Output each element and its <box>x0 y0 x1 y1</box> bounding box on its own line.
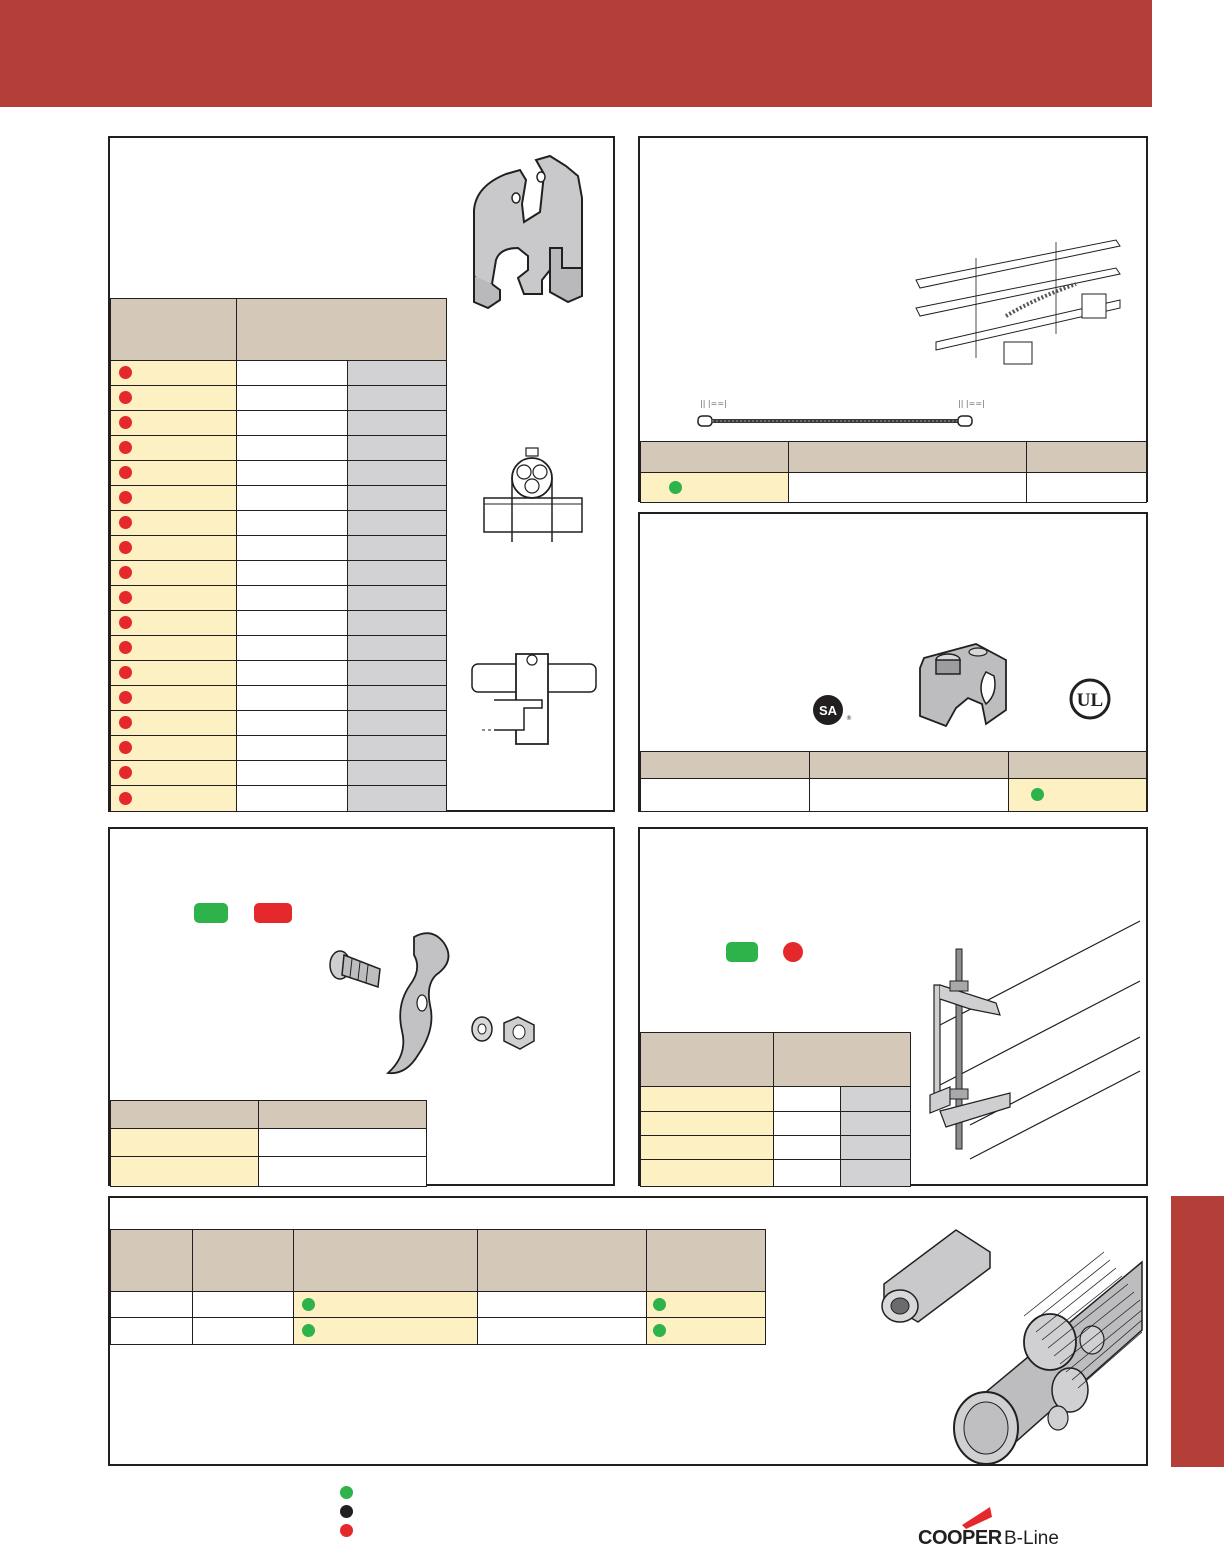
size-cell <box>237 561 348 586</box>
part-number-cell <box>641 1112 774 1136</box>
size-cell <box>237 536 348 561</box>
description-header <box>789 442 1027 473</box>
availability-dot-red <box>119 416 132 429</box>
part-number-cell <box>111 436 237 461</box>
part-number-cell <box>641 1160 774 1187</box>
table-row <box>111 686 447 711</box>
size-cell <box>237 461 348 486</box>
threaded-rod-panel <box>108 1196 1148 1466</box>
section-side-tab <box>1171 1196 1224 1467</box>
availability-dot-red <box>783 942 803 962</box>
coupling-cell <box>647 1318 766 1345</box>
size-cell <box>237 736 348 761</box>
svg-text:|| |==|: || |==| <box>700 399 727 408</box>
svg-text:|| |==|: || |==| <box>958 399 985 408</box>
size-cell <box>348 561 447 586</box>
part-number-cell <box>111 611 237 636</box>
size-cell <box>348 386 447 411</box>
part-number-cell <box>111 586 237 611</box>
table-row <box>641 1136 911 1160</box>
description-cell <box>259 1157 427 1187</box>
legend-dot-red <box>340 1524 353 1537</box>
conduit-clip-panel <box>108 827 615 1186</box>
table-row <box>111 361 447 386</box>
size-cell <box>348 486 447 511</box>
size-cell <box>237 761 348 786</box>
availability-dot-red <box>119 566 132 579</box>
availability-dot-green <box>653 1298 666 1311</box>
table-row <box>111 736 447 761</box>
conduit-clip-hardware-illustration <box>322 925 558 1085</box>
value-cell <box>841 1136 911 1160</box>
table-row <box>111 1129 427 1157</box>
logo-word: COOPER <box>918 1527 1002 1549</box>
size-cell <box>237 386 348 411</box>
finish-cell <box>1009 779 1147 812</box>
table-row <box>111 486 447 511</box>
value-cell <box>774 1160 841 1187</box>
size-cell <box>237 636 348 661</box>
size-cell <box>348 436 447 461</box>
availability-dot-red <box>119 541 132 554</box>
size-cell <box>348 361 447 386</box>
ground-clamp-panel <box>638 512 1148 812</box>
size-cell <box>237 586 348 611</box>
part-number-cell <box>294 1292 478 1318</box>
cable-clamp-diagram <box>484 438 584 548</box>
value-cell <box>841 1087 911 1112</box>
size-cell <box>348 461 447 486</box>
availability-dot-green <box>302 1298 315 1311</box>
part-number-cell <box>641 1087 774 1112</box>
part-number-cell <box>111 686 237 711</box>
part-number-cell <box>111 411 237 436</box>
part-number-cell <box>641 473 789 503</box>
beam-clamp-rod-illustration <box>910 915 1144 1183</box>
table-row <box>641 473 1147 503</box>
coupling-header <box>647 1230 766 1292</box>
description-header <box>810 752 1009 779</box>
table-row <box>111 786 447 812</box>
size-cell <box>111 1292 193 1318</box>
value-cell <box>774 1087 841 1112</box>
table-row <box>641 1087 911 1112</box>
threads-cell <box>193 1318 294 1345</box>
size-cell <box>348 411 447 436</box>
part-number-cell <box>111 361 237 386</box>
table-row <box>111 411 447 436</box>
finish-swatch-green <box>194 903 228 923</box>
size-cell <box>348 511 447 536</box>
ground-clamp-illustration <box>916 638 1016 730</box>
availability-dot-red <box>119 391 132 404</box>
size-cell <box>237 411 348 436</box>
part-number-cell <box>641 1136 774 1160</box>
table-row <box>111 611 447 636</box>
threaded-rod-coupling-illustration <box>874 1222 1146 1462</box>
rod-size-header <box>774 1033 911 1087</box>
table-row <box>111 436 447 461</box>
size-cell <box>348 711 447 736</box>
bonding-jumper-cable <box>696 394 985 434</box>
ul-mark-icon <box>1070 678 1114 720</box>
csa-mark-text: SA <box>818 703 838 718</box>
part-number-cell <box>111 1157 259 1187</box>
length-header <box>478 1230 647 1292</box>
value-cell <box>774 1136 841 1160</box>
beam-clamp-rod-table <box>640 1032 911 1187</box>
part-number-cell <box>111 761 237 786</box>
size-cell <box>237 436 348 461</box>
table-row <box>111 586 447 611</box>
part-number-cell <box>111 711 237 736</box>
table-row <box>111 1292 766 1318</box>
size-cell <box>348 786 447 812</box>
part-number-cell <box>111 786 237 812</box>
strut-clamp-panel <box>108 136 615 812</box>
table-row <box>111 661 447 686</box>
value-cell <box>841 1160 911 1187</box>
strut-clamp-table <box>110 298 447 812</box>
availability-dot-green <box>1031 788 1044 801</box>
csa-mark-icon <box>812 692 854 728</box>
cable-tray-bonding-illustration <box>916 238 1126 376</box>
part-number-cell <box>111 661 237 686</box>
part-number-header <box>641 1033 774 1087</box>
availability-dot-red <box>119 792 132 805</box>
size-cell <box>237 486 348 511</box>
part-number-header <box>641 442 789 473</box>
availability-dot-red <box>119 516 132 529</box>
table-row <box>111 536 447 561</box>
part-number-header <box>641 752 810 779</box>
description-cell <box>789 473 1027 503</box>
size-cell <box>111 1318 193 1345</box>
size-cell <box>348 736 447 761</box>
part-number-cell <box>111 461 237 486</box>
part-number-cell <box>111 561 237 586</box>
description-header <box>259 1101 427 1129</box>
availability-dot-red <box>119 441 132 454</box>
availability-dot-green <box>302 1324 315 1337</box>
part-number-cell <box>111 536 237 561</box>
threaded-rod-table <box>110 1229 766 1345</box>
legend-dot-black <box>340 1505 353 1518</box>
table-row <box>111 386 447 411</box>
size-cell <box>237 661 348 686</box>
size-cell <box>237 711 348 736</box>
table-row <box>111 636 447 661</box>
availability-dot-green <box>669 481 682 494</box>
part-number-cell <box>111 636 237 661</box>
size-cell <box>348 761 447 786</box>
table-row <box>111 1157 427 1187</box>
finish-cell <box>1027 473 1147 503</box>
availability-dot-red <box>119 641 132 654</box>
pipe-clamp-illustration <box>466 152 596 322</box>
availability-dot-red <box>119 766 132 779</box>
part-number-header <box>111 299 237 361</box>
threads-cell <box>193 1292 294 1318</box>
logo-mark-icon <box>960 1505 994 1529</box>
length-cell <box>478 1292 647 1318</box>
ul-mark-text: UL <box>1076 690 1104 711</box>
finish-swatch-red <box>254 903 292 923</box>
rod-size-header <box>111 1230 193 1292</box>
part-number-cell <box>111 736 237 761</box>
part-number-header <box>294 1230 478 1292</box>
threads-header <box>193 1230 294 1292</box>
finish-header <box>1027 442 1147 473</box>
availability-dot-green <box>653 1324 666 1337</box>
part-number-cell <box>641 779 810 812</box>
size-cell <box>348 611 447 636</box>
availability-dot-red <box>119 741 132 754</box>
availability-dot-red <box>119 366 132 379</box>
table-row <box>111 1318 766 1345</box>
table-row <box>111 511 447 536</box>
value-cell <box>774 1112 841 1136</box>
table-row <box>111 461 447 486</box>
length-cell <box>478 1318 647 1345</box>
table-row <box>111 711 447 736</box>
logo-suffix: B-Line <box>1004 1528 1059 1549</box>
size-cell <box>237 611 348 636</box>
coupling-cell <box>647 1292 766 1318</box>
size-cell <box>237 511 348 536</box>
ground-clamp-table <box>640 751 1147 812</box>
size-cell <box>237 361 348 386</box>
part-number-cell <box>111 1129 259 1157</box>
beam-clamp-rod-panel <box>638 827 1148 1186</box>
availability-dot-red <box>119 716 132 729</box>
availability-dot-red <box>119 691 132 704</box>
page-header-band <box>0 0 1152 107</box>
table-row <box>111 561 447 586</box>
size-cell <box>237 686 348 711</box>
description-cell <box>810 779 1009 812</box>
size-cell <box>348 686 447 711</box>
description-cell <box>259 1129 427 1157</box>
table-row <box>641 1160 911 1187</box>
availability-dot-red <box>119 666 132 679</box>
conduit-clip-table <box>110 1100 427 1187</box>
svg-text:®: ® <box>846 715 852 722</box>
bonding-jumper-table <box>640 441 1147 503</box>
size-cell <box>237 786 348 812</box>
part-number-cell <box>294 1318 478 1345</box>
part-number-cell <box>111 511 237 536</box>
size-header <box>237 299 447 361</box>
size-cell <box>348 661 447 686</box>
size-cell <box>348 536 447 561</box>
availability-dot-red <box>119 616 132 629</box>
part-number-header <box>111 1101 259 1129</box>
availability-dot-red <box>119 466 132 479</box>
size-cell <box>348 636 447 661</box>
table-row <box>641 779 1147 812</box>
beam-clamp-diagram <box>472 646 596 746</box>
legend-dot-green <box>340 1486 353 1499</box>
part-number-cell <box>111 486 237 511</box>
table-row <box>641 1112 911 1136</box>
availability-dot-red <box>119 491 132 504</box>
table-row <box>111 761 447 786</box>
bonding-jumper-panel <box>638 136 1148 502</box>
cooper-bline-logo <box>918 1505 1078 1549</box>
value-cell <box>841 1112 911 1136</box>
finish-header <box>1009 752 1147 779</box>
finish-swatch-green <box>726 942 758 962</box>
availability-dot-red <box>119 591 132 604</box>
part-number-cell <box>111 386 237 411</box>
size-cell <box>348 586 447 611</box>
